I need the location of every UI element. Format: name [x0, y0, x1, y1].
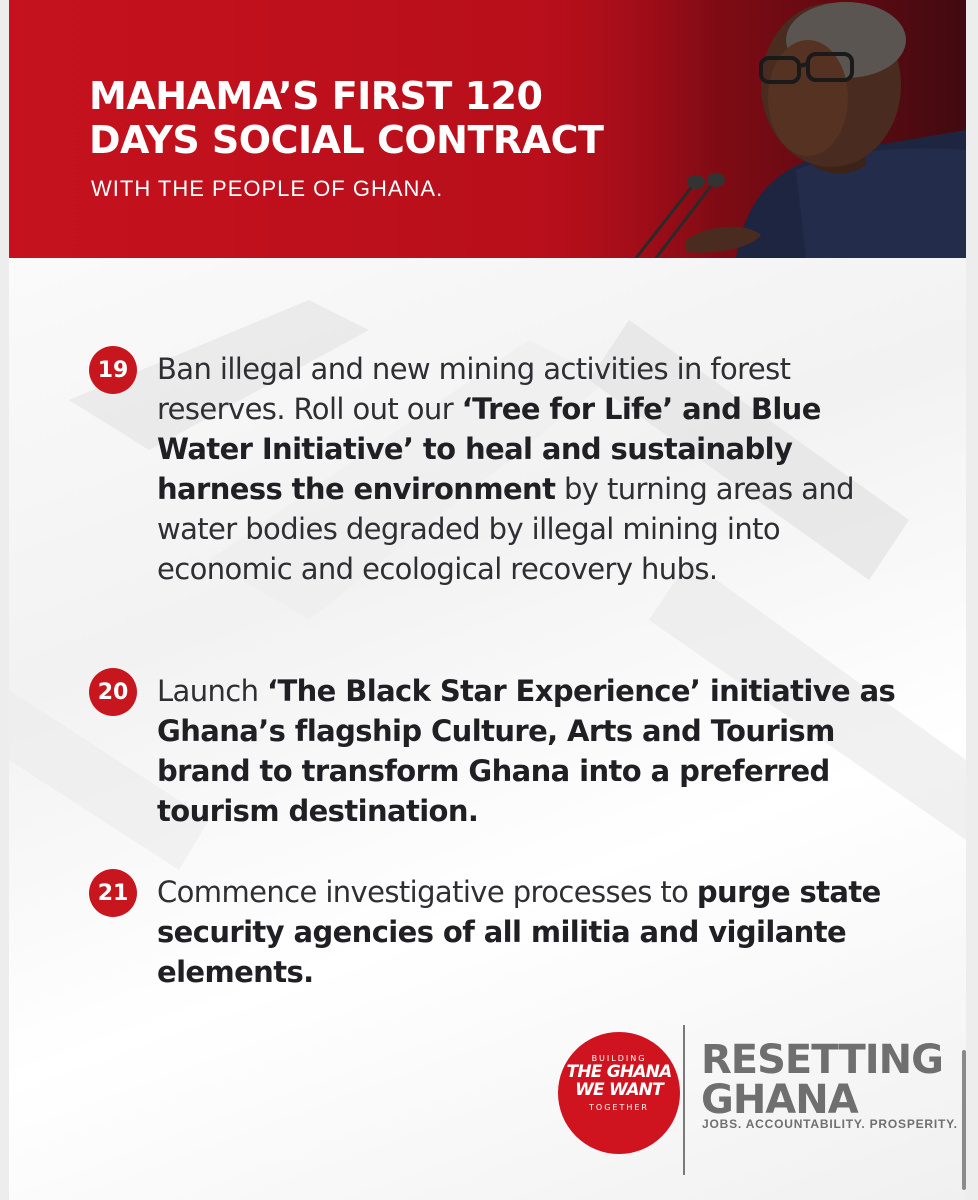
logo-top-text: BUILDING — [591, 1054, 647, 1063]
poster-subtitle: WITH THE PEOPLE OF GHANA. — [91, 176, 444, 201]
item-text-part: Ban illegal and new mining activities in forest reserves. Roll out our — [157, 352, 791, 426]
item-number-badge: 20 — [89, 668, 137, 716]
scrollbar-thumb[interactable] — [962, 1050, 966, 1190]
item-number-badge: 21 — [89, 869, 137, 917]
item-text-bold: ‘Tree for Life’ and Blue Water Initiative’ to heal and sustainably harness the environment — [157, 392, 821, 506]
item-text — [157, 349, 909, 589]
item-text-part: by turning areas and water bodies degraded by illegal mining into economic and ecological recovery hubs. — [157, 472, 854, 586]
poster-title: MAHAMA’S FIRST 120 DAYS SOCIAL CONTRACT — [89, 74, 604, 162]
item-text-bold: purge state security agencies of all militia and vigilante elements. — [157, 875, 881, 989]
contract-item-19 — [89, 349, 909, 589]
logo-line-1: THE GHANA — [566, 1062, 672, 1082]
item-text-part: Launch — [157, 674, 268, 708]
logo-bottom-text: TOGETHER — [589, 1103, 649, 1112]
item-text-bold: ‘The Black Star Experience’ initiative as Ghana’s flagship Culture, Arts and Tourism brand to transform Ghana into a preferred tourism destination. — [157, 674, 896, 828]
footer-divider — [683, 1025, 685, 1175]
brand-line-1: RESETTING — [701, 1037, 943, 1083]
item-text-part: Commence investigative processes to — [157, 875, 697, 909]
resetting-ghana-brand — [701, 1037, 943, 1123]
brand-line-2: GHANA — [701, 1077, 858, 1123]
brand-tagline: JOBS. ACCOUNTABILITY. PROSPERITY. — [702, 1117, 958, 1131]
contract-item-21 — [89, 872, 909, 992]
header-banner — [9, 0, 966, 258]
building-ghana-logo — [558, 1032, 680, 1154]
logo-line-2: WE WANT — [575, 1080, 663, 1100]
item-text — [157, 671, 909, 831]
item-number-badge: 19 — [89, 346, 137, 394]
item-text — [157, 872, 909, 992]
contract-item-20 — [89, 671, 909, 831]
social-contract-poster — [9, 0, 966, 1200]
